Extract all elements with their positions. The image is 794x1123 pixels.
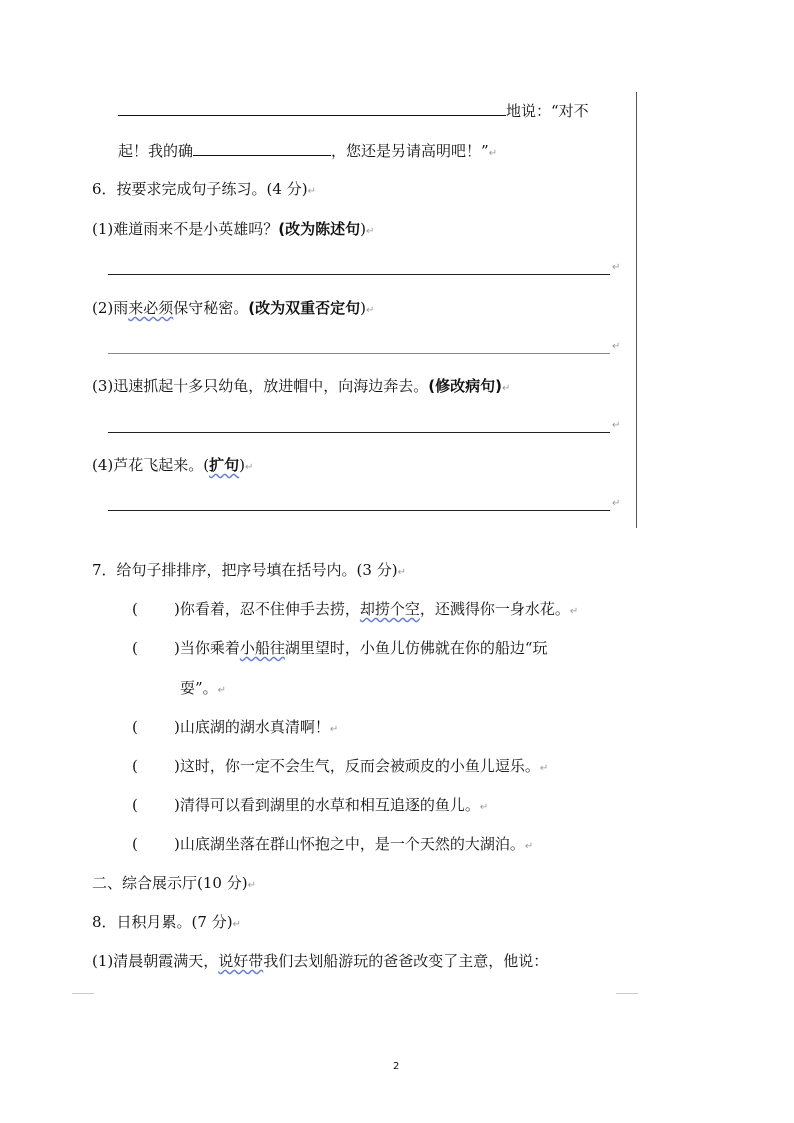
q6-item-4: (4)芦花飞起来。(扩句)↵ bbox=[92, 456, 254, 474]
answer-paren: ( bbox=[132, 796, 138, 814]
margin-rule bbox=[636, 92, 637, 528]
q7-item-1: ( )你看着，忍不住伸手去捞，却捞个空，还溅得你一身水花。↵ bbox=[132, 600, 579, 618]
instruction: 扩句 bbox=[209, 456, 240, 474]
page-number: 2 bbox=[393, 1061, 400, 1072]
q6-item-1: (1)难道雨来不是小英雄吗？(改为陈述句)↵ bbox=[92, 220, 375, 238]
answer-paren: ( bbox=[132, 600, 138, 618]
q7-title: 7．给句子排排序，把序号填在括号内。(3 分)↵ bbox=[92, 561, 406, 579]
answer-line bbox=[108, 274, 610, 275]
answer-paren: ( bbox=[132, 757, 138, 775]
answer-line bbox=[108, 510, 610, 511]
answer-blank bbox=[118, 101, 506, 116]
q7-item-2: ( )当你乘着小船往湖里望时，小鱼儿仿佛就在你的船边“玩 bbox=[132, 639, 548, 657]
answer-line bbox=[108, 353, 610, 354]
q8-item-1: (1)清晨朝霞满天，说好带我们去划船游玩的爸爸改变了主意，他说： bbox=[92, 952, 549, 970]
answer-paren: ( bbox=[132, 639, 138, 657]
q7-item-6: ( )山底湖坐落在群山怀抱之中，是一个天然的大湖泊。↵ bbox=[132, 835, 534, 853]
instruction: (改为陈述句 bbox=[278, 220, 361, 238]
instruction: (改为双重否定句 bbox=[248, 299, 361, 317]
para-mark: ↵ bbox=[612, 262, 621, 273]
q7-item-4: ( )这时，你一定不会生气，反而会被顽皮的小鱼儿逗乐。↵ bbox=[132, 757, 549, 775]
q6-item-3: (3)迅速抓起十多只幼龟，放进帽中，向海边奔去。(修改病句)↵ bbox=[92, 377, 511, 395]
q8-title: 8．日积月累。(7 分)↵ bbox=[92, 913, 241, 931]
q7-item-3: ( )山底湖的湖水真清啊！↵ bbox=[132, 718, 339, 736]
para-mark: ↵ bbox=[612, 420, 621, 431]
q5-line-2: 起！我的确 ，您还是另请高明吧！”↵ bbox=[118, 142, 498, 160]
q7-item-5: ( )清得可以看到湖里的水草和相互追逐的鱼儿。↵ bbox=[132, 796, 489, 814]
footer-rule-left bbox=[72, 993, 94, 994]
section-2-title: 二、综合展示厅(10 分)↵ bbox=[92, 874, 256, 892]
footer-rule-right bbox=[616, 993, 638, 994]
answer-paren: ( bbox=[132, 835, 138, 853]
q7-item-2-cont: 耍”。↵ bbox=[180, 679, 227, 697]
q6-item-2: (2)雨来必须保守秘密。(改为双重否定句)↵ bbox=[92, 299, 375, 317]
answer-blank bbox=[193, 141, 331, 156]
q5-line-1: 地说：“对不 bbox=[118, 101, 589, 121]
para-mark: ↵ bbox=[612, 498, 621, 509]
answer-paren: ( bbox=[132, 718, 138, 736]
q6-title: 6．按要求完成句子练习。(4 分)↵ bbox=[92, 180, 316, 198]
answer-line bbox=[108, 432, 610, 433]
instruction: (修改病句) bbox=[428, 377, 502, 395]
para-mark: ↵ bbox=[612, 341, 621, 352]
